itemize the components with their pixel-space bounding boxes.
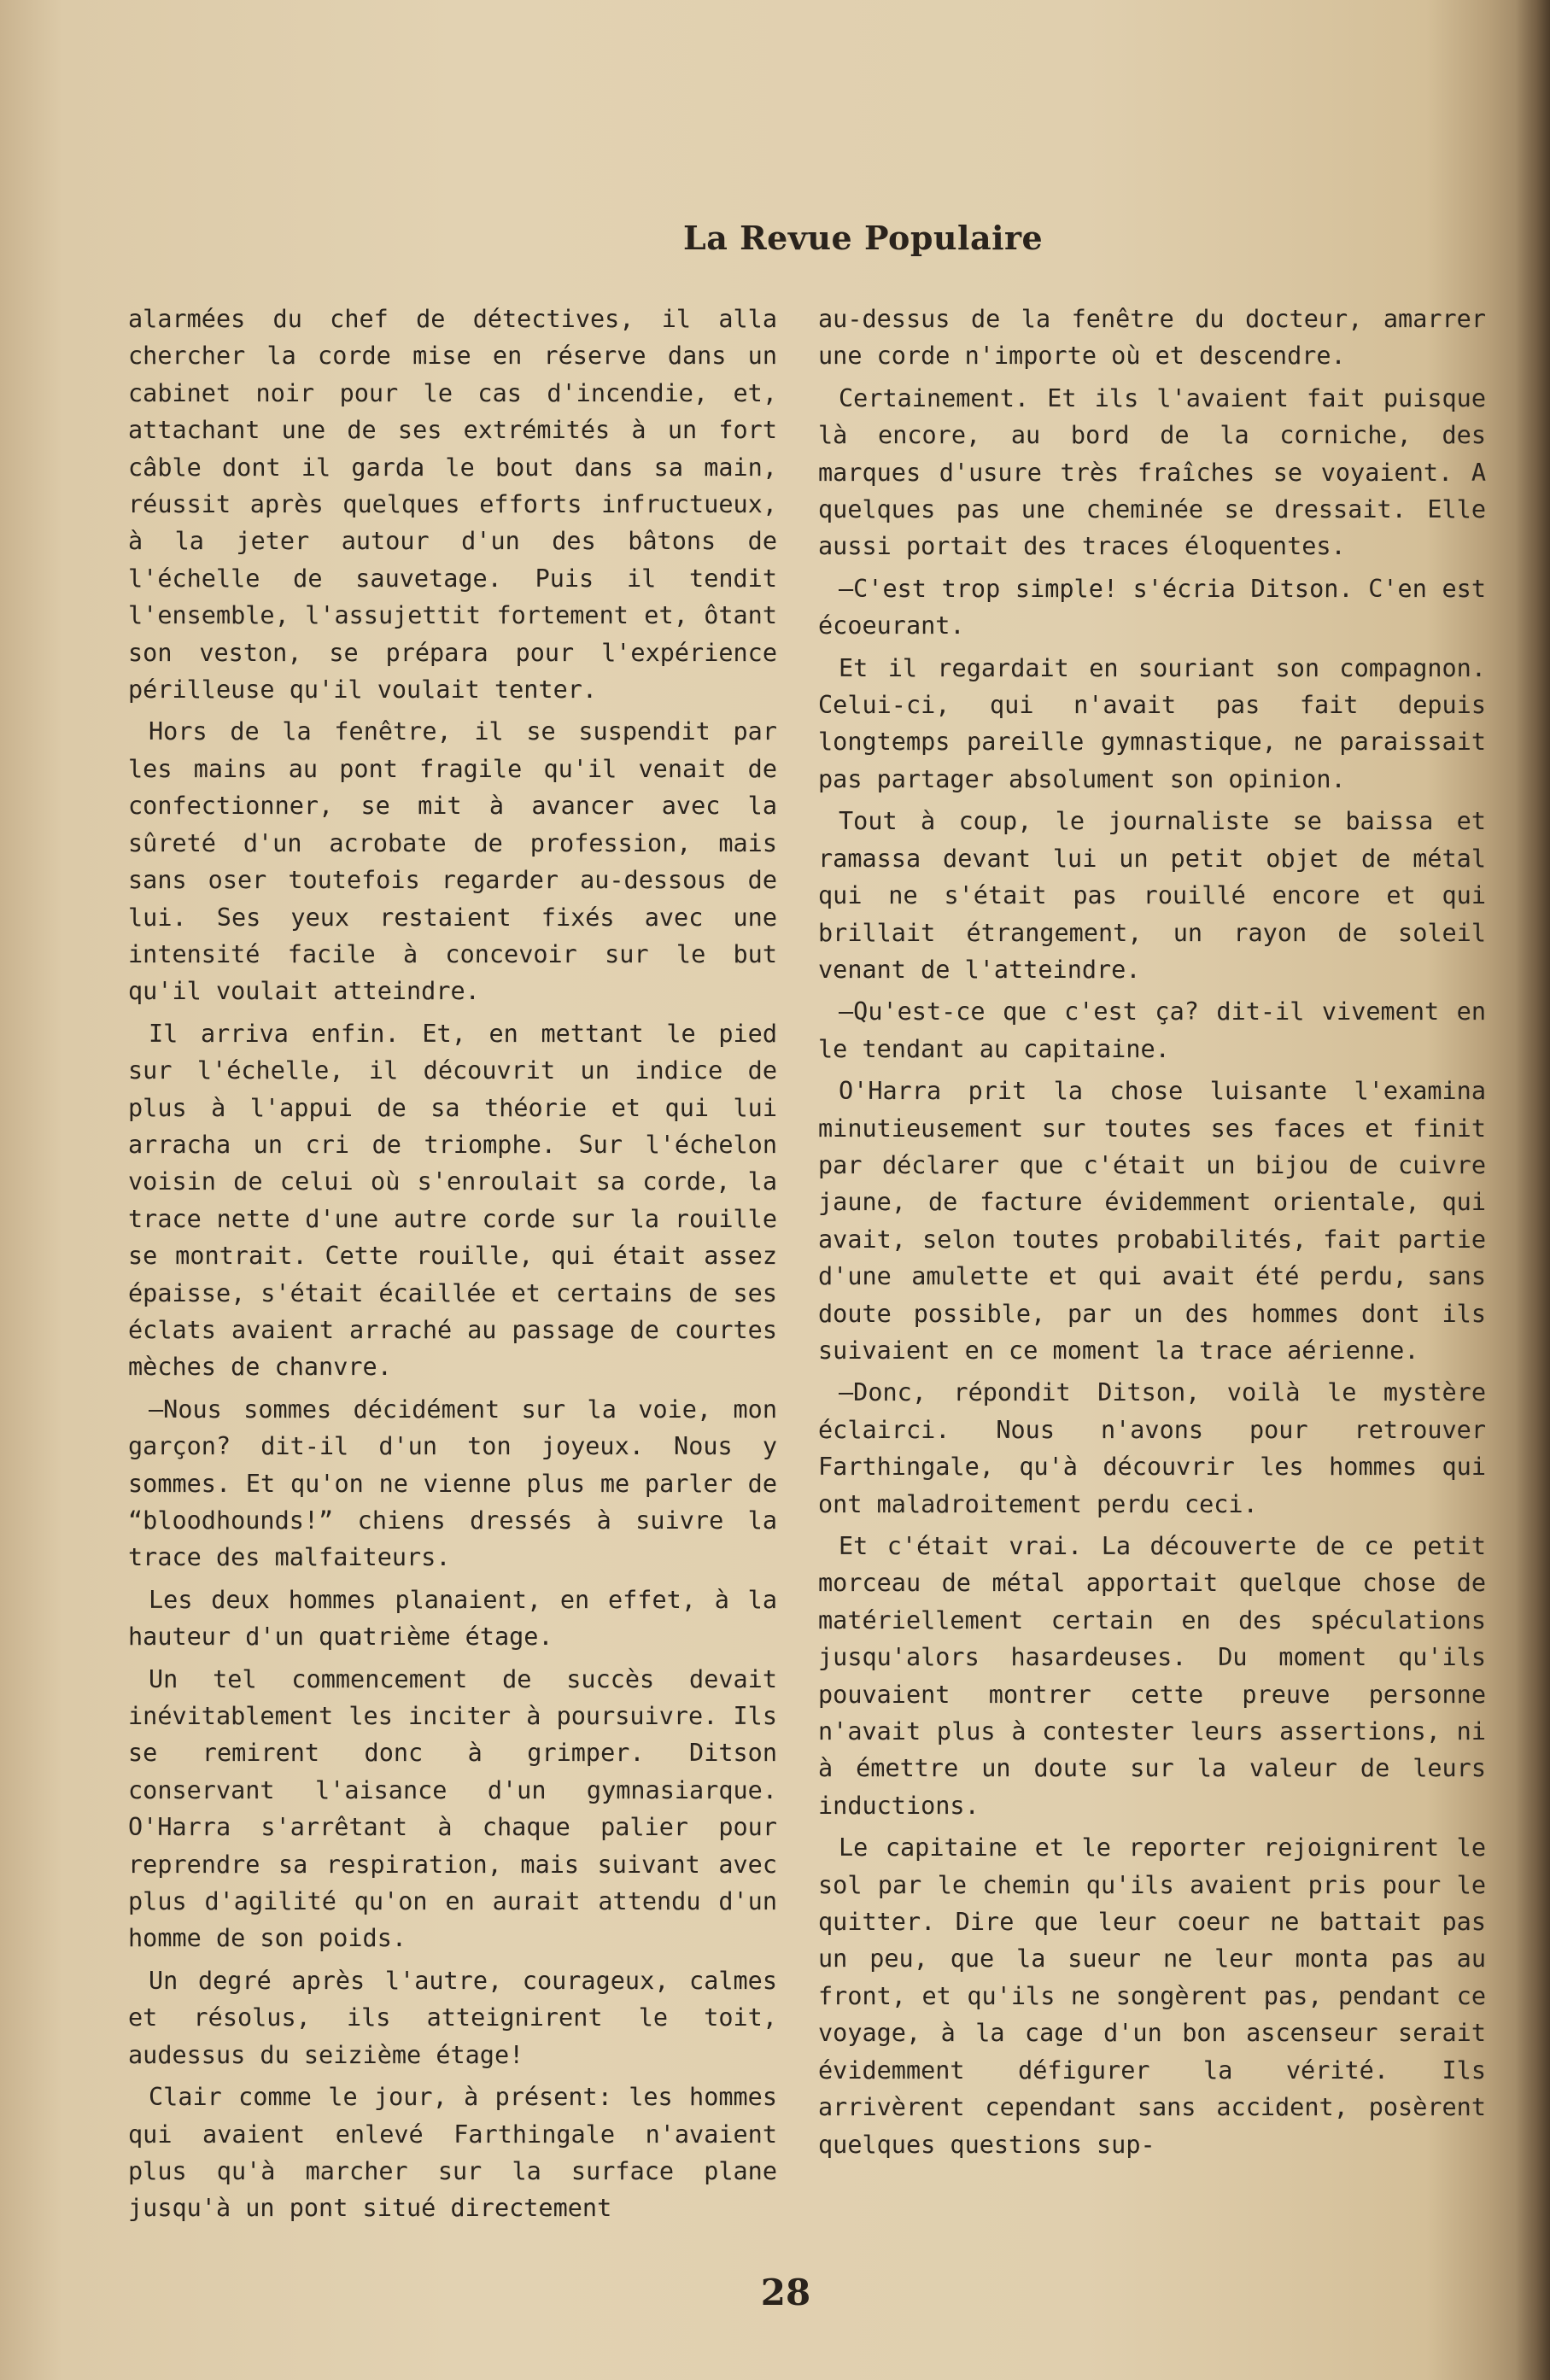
left-paragraph: Hors de la fenêtre, il se suspendit par les mains au pont fragile qu'il venait de confectionner, se mit à avancer avec la sûreté d'un acrobate de profession, mais sans oser toutefois regarder au-dessous de lui. Ses yeux restaient fixés avec une intensité facile à concevoir sur le but qu'il voulait atteindre. bbox=[128, 717, 777, 1006]
right-paragraph: —C'est trop simple! s'écria Ditson. C'en est écoeurant. bbox=[818, 574, 1486, 640]
right-paragraph: —Donc, répondit Ditson, voilà le mystère éclairci. Nous n'avons pour retrouver Farthingale, qu'à découvrir les hommes qui ont maladroitement perdu ceci. bbox=[818, 1378, 1486, 1518]
left-paragraph: Un degré après l'autre, courageux, calmes et résolus, ils atteignirent le toit, audessus du seizième étage! bbox=[128, 1966, 777, 2069]
right-paragraph: Certainement. Et ils l'avaient fait puisque là encore, au bord de la corniche, des marques d'usure très fraîches se voyaient. A quelques pas une cheminée se dressait. Elle aussi portait des traces éloquentes. bbox=[818, 383, 1486, 561]
right-paragraph: au-dessus de la fenêtre du docteur, amarrer une corde n'importe où et descendre. bbox=[818, 305, 1486, 371]
right-paragraph: Le capitaine et le reporter rejoignirent le sol par le chemin qu'ils avaient pris pour le quitter. Dire que leur coeur ne battait pas un peu, que la sueur ne leur monta pas au front, et qu'ils ne songèrent pas, pendant ce voyage, à la cage d'un bon ascenseur serait évidemment défigurer la vérité. Ils arrivèrent cependant sans accident, posèrent quelques questions sup- bbox=[818, 1833, 1486, 2159]
page-number: 28 bbox=[760, 2272, 811, 2313]
right-paragraph: O'Harra prit la chose luisante l'examina minutieusement sur toutes ses faces et finit par déclarer que c'était un bijou de cuivre jaune, de facture évidemment orientale, qui avait, selon toutes probabilités, fait partie d'une amulette et qui avait été perdu, sans doute possible, par un des hommes dont ils suivaient en ce moment la trace aérienne. bbox=[818, 1077, 1486, 1365]
left-paragraph: Il arriva enfin. Et, en mettant le pied sur l'échelle, il découvrit un indice de plus à l'appui de sa théorie et qui lui arracha un cri de triomphe. Sur l'échelon voisin de celui où s'enroulait sa corde, la trace nette d'une autre corde sur la rouille se montrait. Cette rouille, qui était assez épaisse, s'était écaillée et certains de ses éclats avaient arraché au passage de courtes mèches de chanvre. bbox=[128, 1019, 777, 1382]
right-column bbox=[818, 301, 1486, 2168]
book-spine-shadow bbox=[1516, 0, 1550, 2380]
left-paragraph: —Nous sommes décidément sur la voie, mon garçon? dit-il d'un ton joyeux. Nous y sommes. Et qu'on ne vienne plus me parler de “bloodhounds!” chiens dressés à suivre la trace des malfaiteurs. bbox=[128, 1395, 777, 1572]
left-paragraph: Un tel commencement de succès devait inévitablement les inciter à poursuivre. Ils se remirent donc à grimper. Ditson conservant l'aisance d'un gymnasiarque. O'Harra s'arrêtant à chaque palier pour reprendre sa respiration, mais suivant avec plus d'agilité qu'on en aurait attendu d'un homme de son poids. bbox=[128, 1664, 777, 1953]
right-paragraph: —Qu'est-ce que c'est ça? dit-il vivement en le tendant au capitaine. bbox=[818, 997, 1486, 1063]
right-paragraph: Et il regardait en souriant son compagnon. Celui-ci, qui n'avait pas fait depuis longtemps pareille gymnastique, ne paraissait pas partager absolument son opinion. bbox=[818, 653, 1486, 793]
right-paragraph: Tout à coup, le journaliste se baissa et ramassa devant lui un petit objet de métal qui ne s'était pas rouillé encore et qui brillait étrangement, un rayon de soleil venant de l'atteindre. bbox=[818, 807, 1486, 984]
left-paragraph: Les deux hommes planaient, en effet, à la hauteur d'un quatrième étage. bbox=[128, 1585, 777, 1652]
running-title: La Revue Populaire bbox=[683, 219, 1044, 257]
left-paragraph: alarmées du chef de détectives, il alla chercher la corde mise en réserve dans un cabinet noir pour le cas d'incendie, et, attachant une de ses extrémités à un fort câble dont il garda le bout dans sa main, réussit après quelques efforts infructueux, à la jeter autour d'un des bâtons de l'échelle de sauvetage. Puis il tendit l'ensemble, l'assujettit fortement et, ôtant son veston, se prépara pour l'expérience périlleuse qu'il voulait tenter. bbox=[128, 305, 777, 705]
left-paragraph: Clair comme le jour, à présent: les hommes qui avaient enlevé Farthingale n'avaient plus qu'à marcher sur la surface plane jusqu'à un pont situé directement bbox=[128, 2083, 777, 2223]
left-column bbox=[128, 301, 777, 2232]
right-paragraph: Et c'était vrai. La découverte de ce petit morceau de métal apportait quelque chose de matériellement certain en des spéculations jusqu'alors hasardeuses. Du moment qu'ils pouvaient montrer cette preuve personne n'avait plus à contester leurs assertions, ni à émettre un doute sur la valeur de leurs inductions. bbox=[818, 1532, 1486, 1820]
